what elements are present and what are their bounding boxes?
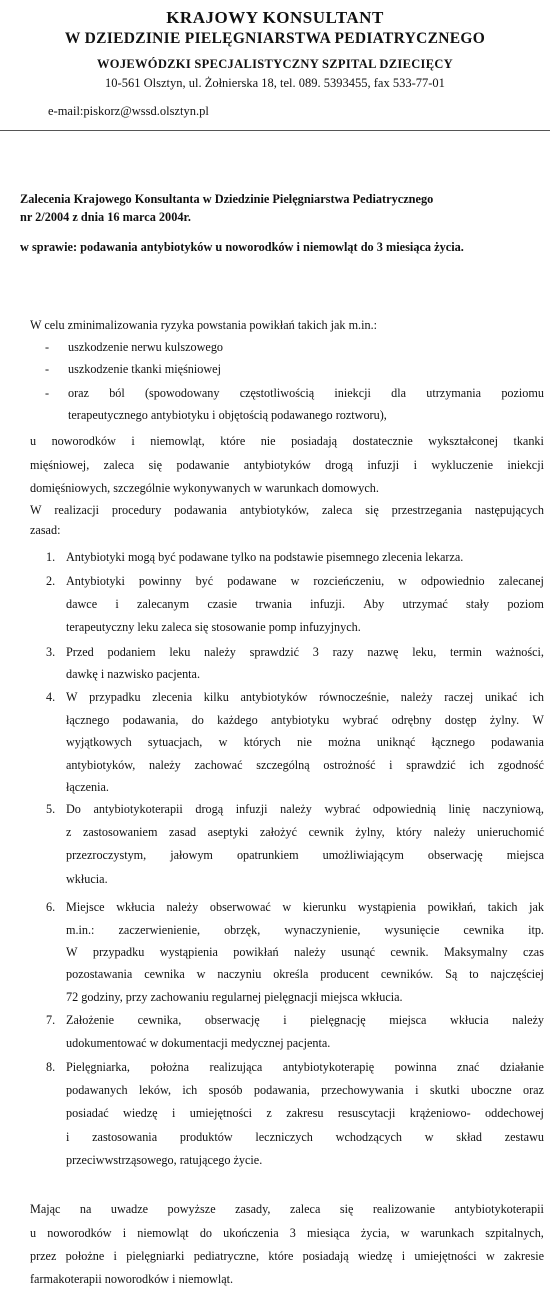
rule-line: W przypadku zlecenia kilku antybiotyków równocześnie, należy raczej unikać ich xyxy=(66,690,544,704)
letterhead-subtitle: W DZIEDZINIE PIELĘGNIARSTWA PEDIATRYCZNEGO xyxy=(64,30,486,47)
letterhead-institution: WOJEWÓDZKI SPECJALISTYCZNY SZPITAL DZIECIĘCY xyxy=(97,57,453,71)
intro-paragraph-line: domięśniowych, szczególnie wykonywanych w warunkach domowych. xyxy=(30,481,379,495)
rule-line: Przed podaniem leku należy sprawdzić 3 razy nazwę leku, termin ważności, xyxy=(66,645,544,659)
rule-line: Pielęgniarka, położna realizująca antybiotykoterapię powinna znać działanie xyxy=(66,1060,544,1074)
letterhead-address: 10-561 Olsztyn, ul. Żołnierska 18, tel. 089. 5393455, fax 533-77-01 xyxy=(105,76,445,90)
rule-line: dawce i zalecanym czasie trwania infuzji. Aby utrzymać stały poziom xyxy=(66,597,544,611)
document-number: nr 2/2004 z dnia 16 marca 2004r. xyxy=(20,210,191,224)
rule-line: dawkę i nazwisko pacjenta. xyxy=(66,667,201,681)
rule-line: podawanych leków, ich sposób podawania, przechowywania i skutki uboczne oraz xyxy=(66,1083,544,1097)
rule-line: wkłucia. xyxy=(66,872,108,886)
closing-paragraph-line: farmakoterapii noworodków i niemowląt. xyxy=(30,1272,234,1286)
intro-paragraph-line: mięśniowej, zaleca się podawanie antybiotyków drogą infuzji i wykluczenie iniekcji xyxy=(30,458,544,472)
closing-paragraph-line: przez położne i pielęgniarki pediatryczne, które posiadają wiedzę i umiejętności w zakresie xyxy=(30,1249,544,1263)
closing-paragraph-line: Mając na uwadze powyższe zasady, zaleca się realizowanie antybiotykoterapii xyxy=(30,1202,544,1216)
bullet-dash: - xyxy=(45,340,50,354)
intro-paragraph-line: zasad: xyxy=(30,523,61,537)
bullet-dash: - xyxy=(45,362,50,376)
rule-line: Do antybiotykoterapii drogą infuzji należy wybrać odpowiednią linię naczyniową, xyxy=(66,802,544,816)
bullet-item: uszkodzenie nerwu kulszowego xyxy=(68,340,224,354)
closing-paragraph-line: u noworodków i niemowląt do ukończenia 3 miesiąca życia, w warunkach szpitalnych, xyxy=(30,1226,544,1240)
rule-line: Antybiotyki mogą być podawane tylko na podstawie pisemnego zlecenia lekarza. xyxy=(66,550,464,564)
bullet-dash: - xyxy=(45,386,50,400)
document-title: Zalecenia Krajowego Konsultanta w Dziedzinie Pielęgniarstwa Pediatrycznego xyxy=(20,192,434,206)
rule-line: m.in.: zaczerwienienie, obrzęk, wynaczynienie, wysunięcie cewnika itp. xyxy=(66,923,544,937)
rule-line: i zastosowania produktów leczniczych wchodzących w skład zestawu xyxy=(66,1130,544,1144)
rule-line: Założenie cewnika, obserwację i pielęgnację miejsca wkłucia należy xyxy=(66,1013,544,1027)
rule-number: 5. xyxy=(46,802,56,816)
bullet-item: oraz ból (spowodowany częstotliwością iniekcji dla utrzymania poziomu xyxy=(68,386,544,400)
rule-line: udokumentować w dokumentacji medycznej pacjenta. xyxy=(66,1036,331,1050)
rule-number: 3. xyxy=(46,645,56,659)
rule-line: Miejsce wkłucia należy obserwować w kierunku wystąpienia powikłań, takich jak xyxy=(66,900,544,914)
rule-line: łączenia. xyxy=(66,780,109,794)
rule-number: 8. xyxy=(46,1060,56,1074)
rule-line: terapeutyczny leku zaleca się stosowanie pomp infuzyjnych. xyxy=(66,620,361,634)
header-divider xyxy=(0,130,550,131)
intro-paragraph-line: u noworodków i niemowląt, które nie posiadają dostatecznie wykształconej tkanki xyxy=(30,434,544,448)
rule-line: pozostawania cewnika w naczyniu określa producent cewników. Są to najczęściej xyxy=(66,967,544,981)
rule-number: 4. xyxy=(46,690,56,704)
intro-paragraph-line: W realizacji procedury podawania antybiotyków, zaleca się przestrzegania następujących xyxy=(30,503,544,517)
rule-line: łącznego podawania, do każdego antybiotyku wybrać odrębny dostęp żylny. W xyxy=(66,713,544,727)
bullet-item-continuation: terapeutycznego antybiotyku i objętością podawanego roztworu), xyxy=(68,408,387,422)
rule-line: przezroczystym, jałowym opatrunkiem umożliwiającym obserwację miejsca xyxy=(66,848,544,862)
rule-line: antybiotyków, należy zachować szczególną ostrożność i sprawdzić ich zgodność xyxy=(66,758,544,772)
rule-line: przeciwwstrząsowego, ratującego życie. xyxy=(66,1153,263,1167)
rule-line: posiadać wiedzę i umiejętności z zakresu resuscytacji krążeniowo- oddechowej xyxy=(66,1106,544,1120)
rule-line: wyjątkowych sytuacjach, w których nie można uniknąć łącznego podawania xyxy=(66,735,544,749)
rule-number: 6. xyxy=(46,900,56,914)
rule-line: Antybiotyki powinny być podawane w rozcieńczeniu, w odpowiednio zalecanej xyxy=(66,574,544,588)
rule-line: W przypadku wystąpienia powikłań należy usunąć cewnik. Maksymalny czas xyxy=(66,945,544,959)
letterhead-email: e-mail:piskorz@wssd.olsztyn.pl xyxy=(48,104,209,118)
intro-lead: W celu zminimalizowania ryzyka powstania powikłań takich jak m.in.: xyxy=(30,318,378,332)
bullet-item: uszkodzenie tkanki mięśniowej xyxy=(68,362,221,376)
rule-line: 72 godziny, przy zachowaniu regularnej pielęgnacji miejsca wkłucia. xyxy=(66,990,403,1004)
rule-number: 7. xyxy=(46,1013,56,1027)
rule-number: 1. xyxy=(46,550,56,564)
document-subject: w sprawie: podawania antybiotyków u noworodków i niemowląt do 3 miesiąca życia. xyxy=(20,240,464,254)
rule-line: z zastosowaniem zasad aseptyki założyć cewnik żylny, który należy unieruchomić xyxy=(66,825,544,839)
letterhead-title: KRAJOWY KONSULTANT xyxy=(166,8,384,27)
rule-number: 2. xyxy=(46,574,56,588)
